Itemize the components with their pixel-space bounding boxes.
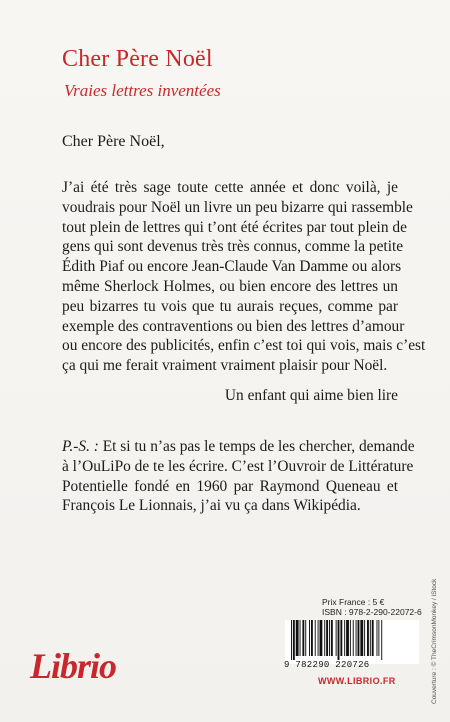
letter-line: gens qui sont devenus très très connus, comme la petite xyxy=(62,238,404,256)
postscript-line: Potentielle fondé en 1960 par Raymond Queneau et xyxy=(62,477,398,495)
letter-line: exemple des contraventions ou bien des lettres d’amour xyxy=(62,317,405,335)
letter-line: Édith Piaf ou encore Jean-Claude Van Damme ou alors xyxy=(62,258,402,276)
isbn-label: ISBN : 978-2-290-22072-6 xyxy=(322,607,422,617)
postscript-label: P.-S. : xyxy=(62,438,99,455)
postscript-line: François Le Lionnais, j’ai vu ça dans Wikipédia. xyxy=(62,497,361,515)
postscript-first-line xyxy=(62,437,415,457)
barcode-bars xyxy=(285,620,419,660)
postscript-line: à l’OuLiPo de te les écrire. C’est l’Ouvroir de Littérature xyxy=(62,457,414,475)
letter-line: ça qui me ferait vraiment vraiment plaisir pour Noël. xyxy=(62,357,388,375)
letter-line: ou encore des publicités, enfin c’est toi qui vois, mais c’est xyxy=(62,337,426,355)
book-subtitle: Vraies lettres inventées xyxy=(64,81,221,100)
letter-line: voudrais pour Noël un livre un peu bizarre qui rassemble xyxy=(62,198,413,216)
barcode-digits: 9 782290 220726 xyxy=(284,660,370,670)
letter-line: même Sherlock Holmes, ou bien encore des lettres un xyxy=(62,277,398,295)
letter-line: tout plein de lettres qui t’ont été écrites par tout plein de xyxy=(62,218,407,236)
letter-salutation: Cher Père Noël, xyxy=(62,133,165,150)
letter-line: J’ai été très sage toute cette année et donc voilà, je xyxy=(62,179,398,196)
letter-body xyxy=(62,178,426,376)
barcode-panel xyxy=(282,597,422,701)
barcode xyxy=(285,620,419,664)
book-title: Cher Père Noël xyxy=(62,46,213,72)
librio-logo: Librio xyxy=(30,646,117,686)
letter-line: peu bizarres tu vois que tu aurais reçues, comme par xyxy=(62,297,398,315)
price-label: Prix France : 5 € xyxy=(322,597,385,607)
letter-signature: Un enfant qui aime bien lire xyxy=(224,387,398,404)
website-link[interactable]: WWW.LIBRIO.FR xyxy=(318,676,396,686)
postscript-text: Et si tu n’as pas le temps de les chercher, demande xyxy=(98,438,415,455)
cover-credit: Couverture : © TheCrimsonMonkey / iStock xyxy=(431,578,438,704)
postscript xyxy=(62,437,415,516)
